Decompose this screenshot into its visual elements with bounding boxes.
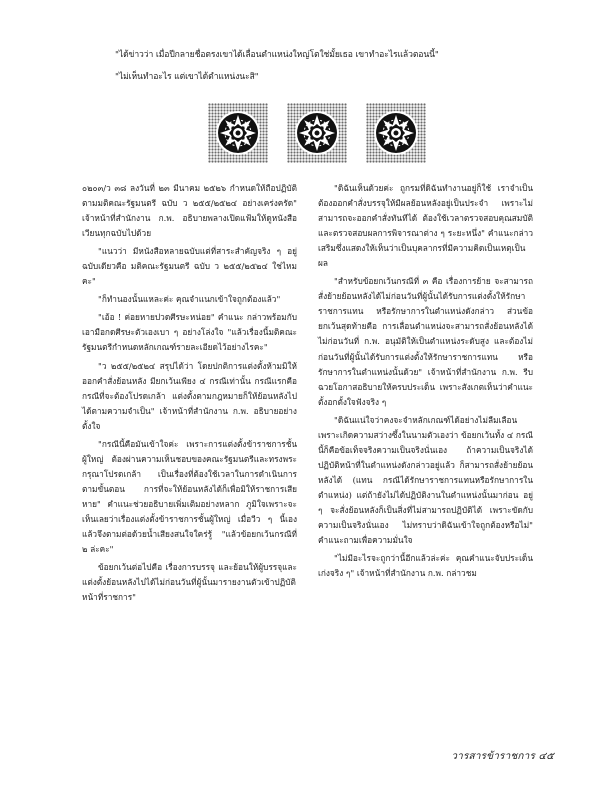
right-paragraph-3: "ดิฉันแน่ใจว่าคงจะจำหลักเกณฑ์ได้อย่างไม่ลืมเลือน เพราะเกิดความสว่างซึ้งในนามตัวเองว่า ข้อยกเว้นทั้ง ๔ กรณีนี้ก็คือข้อเท็จจริงความเป็นจริงนั่นเอง ถ้าความเป็นจริงได้ปฏิบัติหน้าที่ในตำแหน่งดังกล่าวอยู่แล้ว ก็สามารถสั่งย้ายย้อนหลังได้ (แทน กรณีได้รักษาราชการแทนหรือรักษาการในตำแหน่ง) แต่ถ้ายังไม่ได้ปฏิบัติงานในตำแหน่งนั้นมาก่อน อยู่ ๆ จะสั่งย้อนหลังก็เป็นสิ่งที่ไม่สามารถปฏิบัติได้ เพราะขัดกับความเป็นจริงนั่นเอง ไม่ทราบว่าดิฉันเข้าใจถูกต้องหรือไม่" คำแนะถามเพื่อความมั่นใจ (318, 414, 533, 546)
right-column (318, 181, 533, 581)
right-paragraph-4: "ไม่มีอะไรจะถูกว่านี้อีกแล้วล่ะค่ะ คุณคำแนะจับประเด็นเก่งจริง ๆ" เจ้าหน้าที่สำนักงาน ก.พ. กล่าวชม (318, 553, 533, 579)
left-column (82, 181, 297, 605)
left-paragraph-3: "ก็ทำนองนั้นแหละค่ะ คุณจำแนกเข้าใจถูกต้องแล้ว" (98, 294, 281, 305)
decorative-ornaments (205, 100, 430, 165)
header-quote-1: "ได้ข่าวว่า เมื่อปีกลายชื่อตรงเขาได้เลื่อนตำแหน่งใหญ่โตใช่มั้ยเธอ เขาทำอะไรแล้วตอนนี้" (115, 50, 439, 60)
ornament-center (287, 103, 347, 163)
left-paragraph-5: "ว ๒๕๕/๒๕๒๔ สรุปได้ว่า โดยปกติการแต่งตั้งห้ามมิให้ออกคำสั่งย้อนหลัง มียกเว้นเพียง ๔ กรณีเท่านั้น กรณีแรกคือ กรณีที่จะต้องโปรดเกล้า แต่งตั้งตามกฎหมายก็ให้ย้อนหลังไปได้ตามความจำเป็น" เจ้าหน้าที่สำนักงาน ก.พ. อธิบายอย่างตั้งใจ (82, 360, 297, 431)
header-quote-2: "ไม่เห็นทำอะไร แต่เขาได้ตำแหน่งนะสิ" (115, 72, 259, 82)
right-paragraph-1: "ดิฉันเห็นด้วยค่ะ ถูกรมที่ดิฉันทำงานอยู่ก็ใช้ เราจำเป็นต้องออกคำสั่งบรรจุให้มีผลย้อนหลังอยู่เป็นประจำ เพราะไม่สามารถจะออกคำสั่งทันทีได้ ต้องใช้เวลาตรวจสอบคุณสมบัติ และตรวจสอบผลการพิจารณาต่าง ๆ ระยะหนึ่ง" คำแนะกล่าวเสริมซึ่งแสดงให้เห็นว่าเป็นบุคลากรที่มีความคิดเป็นเหตุเป็นผล (318, 183, 533, 269)
ornament-right (366, 103, 426, 163)
ornament-left (208, 103, 268, 163)
left-paragraph-4: "เอ้อ ! ค่อยหายปวดศีรษะหน่อย" คำแนะ กล่าวพร้อมกับเอามือกดศีรษะตัวเองเบา ๆ อย่างโล่งใจ "แล้วเรื่องนี้มติคณะรัฐมนตรีกำหนดหลักเกณฑ์รายละเอียดไว้อย่างไรคะ" (82, 312, 297, 353)
left-paragraph-7: ข้อยกเว้นต่อไปคือ เรื่องการบรรจุ และย้อนให้ผู้บรรจุและแต่งตั้งย้อนหลังไปได้ไม่ก่อนวันที่ผู้นั้นมารายงานตัวเข้าปฏิบัติหน้าที่ราชการ" (82, 562, 297, 603)
left-paragraph-2: "แนวว่า มีหนังสือหลายฉบับแต่ที่สาระสำคัญจริง ๆ อยู่ฉบับเดียวคือ มติคณะรัฐมนตรี ฉบับ ว ๒๕๕/๒๕๒๔ ใช่ไหมคะ" (82, 246, 297, 287)
page-footer: วารสารข้าราชการ ๔๕ (451, 751, 554, 762)
right-paragraph-2: "สำหรับข้อยกเว้นกรณีที่ ๓ คือ เรื่องการย้าย จะสามารถสั่งย้ายย้อนหลังได้ไม่ก่อนวันที่ผู้นั้นได้รับการแต่งตั้งให้รักษาราชการแทน หรือรักษาการในตำแหน่งดังกล่าว ส่วนข้อยกเว้นสุดท้ายคือ การเลื่อนตำแหน่งจะสามารถสั่งย้อนหลังได้ไม่ก่อนวันที่ ก.พ. อนุมัติให้เป็นตำแหน่งระดับสูง และต้องไม่ก่อนวันที่ผู้นั้นได้รับการแต่งตั้งให้รักษาราชการแทน หรือรักษาการในตำแหน่งนั้นด้วย" เจ้าหน้าที่สำนักงาน ก.พ. รีบฉวยโอกาสอธิบายให้ครบประเด็น เพราะสังเกตเห็นว่าคำแนะตั้งอกตั้งใจฟังจริง ๆ (318, 276, 533, 407)
left-paragraph-6: "กรณีนี้คือมันเข้าใจค่ะ เพราะการแต่งตั้งข้าราชการชั้นผู้ใหญ่ ต้องผ่านความเห็นชอบของคณะรัฐมนตรีและทรงพระกรุณาโปรดเกล้า เป็นเรื่องที่ต้องใช้เวลาในการดำเนินการตามขั้นตอน การที่จะให้ย้อนหลังได้ก็เพื่อมิให้ราชการเสียหาย" คำแนะช่วยอธิบายเพิ่มเติมอย่างหลาก ภูมิใจเพราะจะเห็นเลยว่าเรื่องแต่งตั้งข้าราชการชั้นผู้ใหญ่ เมื่อวีว ๆ นี้เอง แล้วจึงตามต่อด้วยน้ำเสียงสนใจใคร่รู้ "แล้วข้อยกเว้นกรณีที่ ๒ ล่ะคะ" (82, 438, 297, 555)
left-paragraph-1: ๐๒๐๓/ว ๓๘ ลงวันที่ ๒๓ มีนาคม ๒๕๒๖ กำหนดให้ถือปฏิบัติตามมติคณะรัฐมนตรี ฉบับ ว ๒๕๕/๒๕๒๔ อย่างเคร่งครัด" เจ้าหน้าที่สำนักงาน ก.พ. อธิบายพลางเปิดแฟ้มให้ดูหนังสือเวียนทุกฉบับไปด้วย (82, 183, 297, 239)
